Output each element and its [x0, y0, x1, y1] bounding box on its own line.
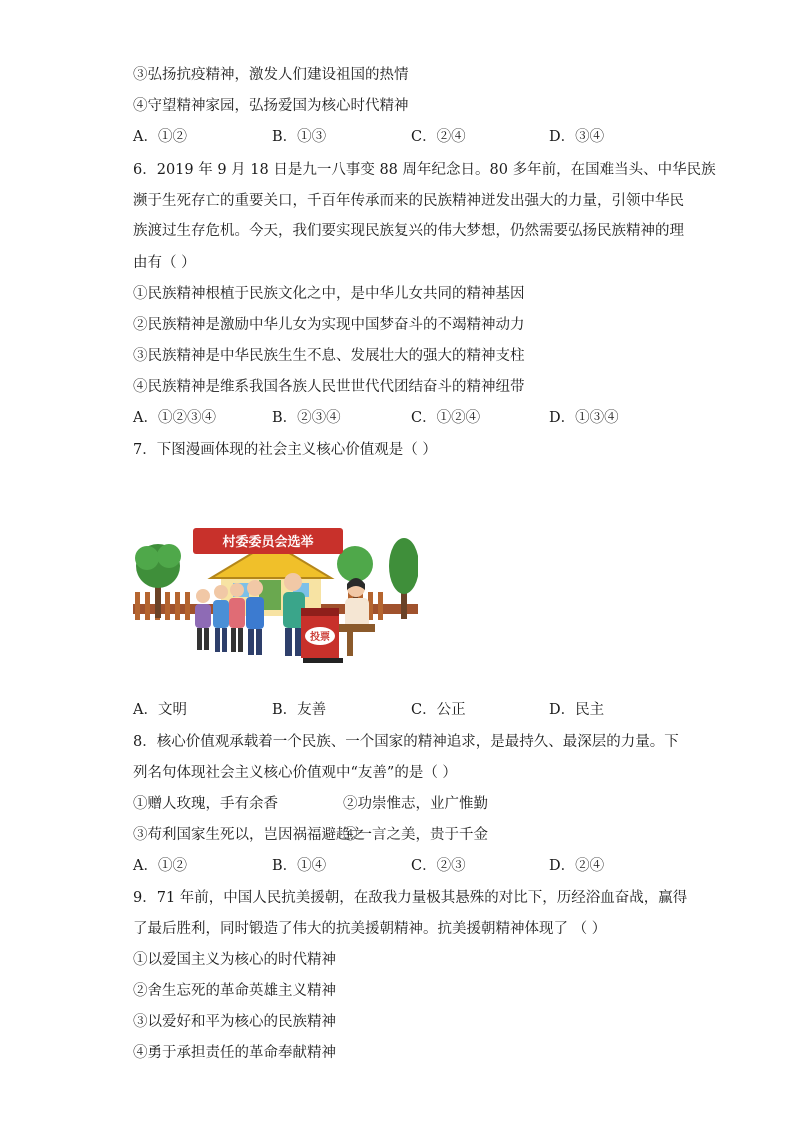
- election-cartoon: [133, 528, 418, 663]
- q7-stem: 7．下图漫画体现的社会主义核心价值观是（ ）: [133, 442, 437, 458]
- q5-options: [133, 127, 693, 147]
- q8-statement-row-2: [133, 825, 693, 845]
- q8-statement-3: ③苟利国家生死以，岂因祸福避趋之: [133, 827, 365, 843]
- q6-stem-line-2: 濒于生死存亡的重要关口，千百年传承而来的民族精神迸发出强大的力量，引领中华民: [133, 193, 684, 209]
- q5-option-a[interactable]: A．①②: [133, 129, 187, 145]
- q6-statement-4: ④民族精神是维系我国各族人民世世代代团结奋斗的精神纽带: [133, 379, 525, 395]
- q8-statement-2: ②功崇惟志，业广惟勤: [343, 796, 488, 812]
- q5-option-d[interactable]: D．③④: [549, 129, 605, 145]
- q8-options: [133, 856, 693, 876]
- q6-statement-2: ②民族精神是激励中华儿女为实现中国梦奋斗的不竭精神动力: [133, 317, 525, 333]
- q7-option-d[interactable]: D．民主: [549, 702, 605, 718]
- q7-option-b[interactable]: B．友善: [272, 702, 327, 718]
- q6-option-d[interactable]: D．①③④: [549, 410, 619, 426]
- q9-stem-line-1: 9．71 年前，中国人民抗美援朝，在敌我力量极其悬殊的对比下，历经浴血奋战，赢得: [133, 890, 688, 906]
- ballot-box-label: 投票: [310, 632, 330, 643]
- q5-statement-4: ④守望精神家园，弘扬爱国为核心时代精神: [133, 98, 409, 114]
- q6-option-b[interactable]: B．②③④: [272, 410, 341, 426]
- q8-stem-line-1: 8．核心价值观承载着一个民族、一个国家的精神追求，是最持久、最深层的力量。下: [133, 734, 679, 750]
- q6-stem-line-3: 族渡过生存危机。今天，我们要实现民族复兴的伟大梦想，仍然需要弘扬民族精神的理: [133, 223, 684, 239]
- voter-person-icon: [246, 580, 264, 655]
- q8-option-a[interactable]: A．①②: [133, 858, 187, 874]
- q6-option-a[interactable]: A．①②③④: [133, 410, 216, 426]
- q9-stem-line-2: 了最后胜利，同时锻造了伟大的抗美援朝精神。抗美援朝精神体现了 （ ）: [133, 921, 607, 937]
- q6-options: [133, 408, 693, 428]
- q6-statement-1: ①民族精神根植于民族文化之中，是中华儿女共同的精神基因: [133, 286, 525, 302]
- q6-statement-3: ③民族精神是中华民族生生不息、发展壮大的强大的精神支柱: [133, 348, 525, 364]
- voter-person-icon: [195, 589, 211, 650]
- q8-statement-row-1: [133, 794, 693, 814]
- q8-option-d[interactable]: D．②④: [549, 858, 605, 874]
- q9-statement-3: ③以爱好和平为核心的民族精神: [133, 1014, 336, 1030]
- voter-person-icon: [229, 583, 245, 652]
- q5-option-c[interactable]: C．②④: [411, 129, 466, 145]
- q6-stem-line-1: 6．2019 年 9 月 18 日是九一八事变 88 周年纪念日。80 多年前，在国难当头、中华民族: [133, 162, 716, 178]
- q9-statement-2: ②舍生忘死的革命英雄主义精神: [133, 983, 336, 999]
- q7-option-c[interactable]: C．公正: [411, 702, 466, 718]
- q6-option-c[interactable]: C．①②④: [411, 410, 481, 426]
- voter-person-icon: [213, 585, 229, 652]
- banner-text: 村委委员会选举: [222, 535, 314, 550]
- q6-stem-line-4: 由有（ ）: [133, 255, 196, 271]
- q8-stem-line-2: 列名句体现社会主义核心价值观中“友善”的是（ ）: [133, 765, 457, 781]
- q9-statement-4: ④勇于承担责任的革命奉献精神: [133, 1045, 336, 1061]
- q7-option-a[interactable]: A．文明: [133, 702, 187, 718]
- q8-option-b[interactable]: B．①④: [272, 858, 327, 874]
- election-banner: [193, 528, 343, 554]
- q5-option-b[interactable]: B．①③: [272, 129, 327, 145]
- q8-option-c[interactable]: C．②③: [411, 858, 466, 874]
- q9-statement-1: ①以爱国主义为核心的时代精神: [133, 952, 336, 968]
- q8-statement-1: ①赠人玫瑰，手有余香: [133, 796, 278, 812]
- voters-queue: [195, 573, 305, 656]
- q5-statement-3: ③弘扬抗疫精神，激发人们建设祖国的热情: [133, 67, 409, 83]
- ballot-box-icon: [301, 608, 343, 663]
- q7-options: [133, 700, 693, 720]
- q8-statement-4: ④一言之美，贵于千金: [343, 827, 488, 843]
